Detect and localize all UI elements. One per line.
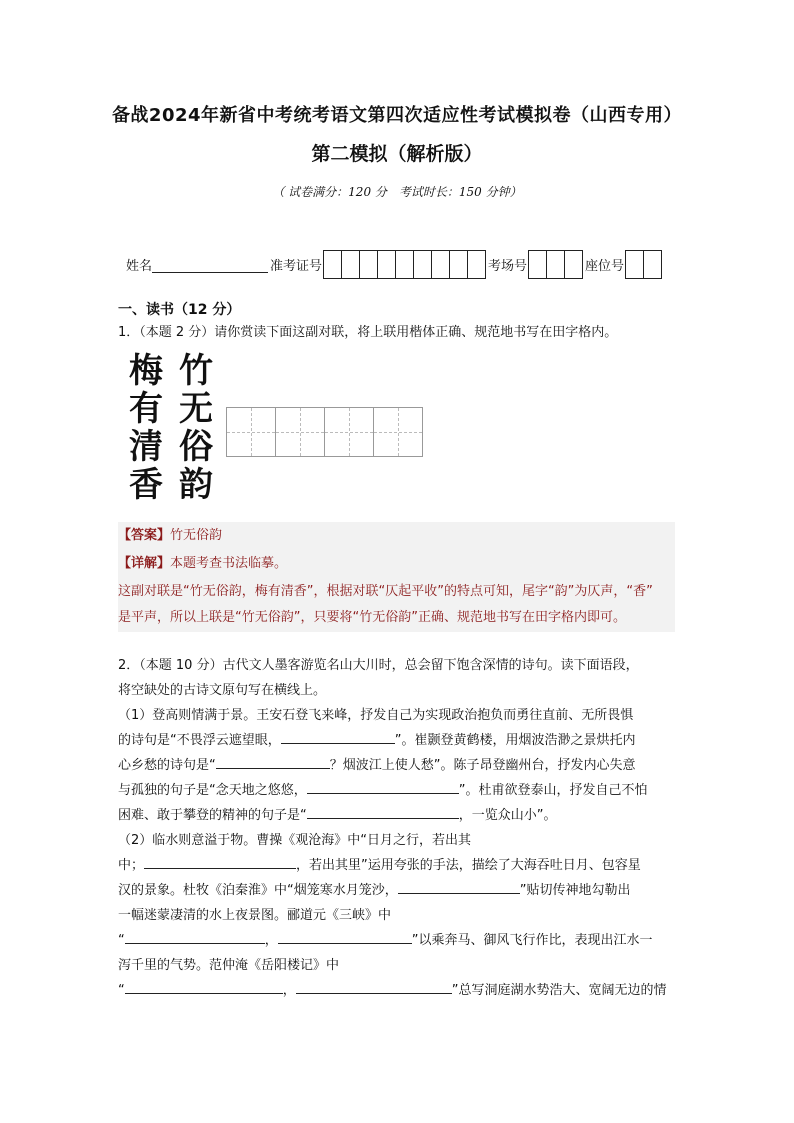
answer-blank[interactable]: [125, 929, 265, 944]
tianzige-grid[interactable]: [227, 407, 423, 457]
couplet-right-column: 竹 无 俗 韵: [179, 351, 213, 505]
exam-id-boxes[interactable]: [324, 250, 486, 279]
answer-blank[interactable]: [216, 754, 330, 769]
answer-blank[interactable]: [125, 979, 283, 994]
explain-line-1: 这副对联是“竹无俗韵，梅有清香”，根据对联“仄起平收”的特点可知，尾字“韵”为仄声，“香”: [118, 584, 653, 599]
answer-line: 【答案】竹无俗韵: [118, 528, 223, 543]
exam-subtitle: 第二模拟（解析版）: [311, 143, 483, 165]
couplet-calligraphy: [124, 352, 220, 512]
answer-blank[interactable]: [144, 854, 296, 869]
tianzige-cell[interactable]: [275, 407, 325, 457]
exam-id-label: 准考证号: [270, 258, 323, 274]
room-boxes[interactable]: [529, 250, 583, 279]
name-label: 姓名: [126, 258, 153, 274]
answer-blank[interactable]: [278, 929, 412, 944]
tianzige-cell[interactable]: [373, 407, 423, 457]
room-label: 考场号: [488, 258, 528, 274]
exam-title: 备战2024年新省中考统考语文第四次适应性考试模拟卷（山西专用）: [111, 105, 683, 126]
explain-line-2: 是平声，所以上联是“竹无俗韵”，只要将“竹无俗韵”正确、规范地书写在田字格内即可。: [118, 610, 626, 625]
detail-line: 【详解】本题考查书法临摹。: [118, 556, 288, 571]
answer-panel: [118, 522, 675, 632]
name-field[interactable]: [152, 256, 268, 273]
seat-label: 座位号: [585, 258, 625, 274]
seat-boxes[interactable]: [626, 250, 662, 279]
answer-blank[interactable]: [296, 979, 452, 994]
answer-blank[interactable]: [398, 879, 520, 894]
section-heading: 一、读书（12 分）: [118, 302, 241, 318]
answer-blank[interactable]: [307, 804, 459, 819]
couplet-left-column: 梅 有 清 香: [129, 351, 163, 505]
tianzige-cell[interactable]: [324, 407, 374, 457]
answer-blank[interactable]: [281, 729, 395, 744]
tianzige-cell[interactable]: [226, 407, 276, 457]
question-2: 2．（本题 10 分）古代文人墨客游览名山大川时，总会留下饱含深情的诗句。读下面语段， 将空缺处的古诗文原句写在横线上。 （1）登高则情满于景。王安石登飞来峰，抒发自己为实现政治抱负而勇往直前、无所畏惧 的诗句是“不畏浮云遮望眼， ”。崔颢登黄鹤楼，用烟波浩渺之景烘托内 心乡愁的诗句是“ ？烟波江上使人愁”。陈子昂登幽州台，抒发内心失意 与孤独的句子是“念天地之悠悠， ”。杜甫欲登泰山，抒发自己不怕 困难、敢于攀登的精神的句子是“ ，一览众山小”。 （2）临水则意溢于物。曹操《观沧海》中“日月之行，若出其 中； ，若出其里”运用夸张的手法，描绘了大海吞吐日月、包容星 汉的景象。杜牧《泊秦淮》中“烟笼寒水月笼沙， ”贴切传神地勾勒出 一幅迷蒙凄清的水上夜景图。郦道元《三峡》中 “ ， ”以乘奔马、御风飞行作比，表现出江水一 泻千里的气势。范仲淹《岳阳楼记》中 “ ， ”总写洞庭湖水势浩大、宽阔无边的情: [118, 658, 667, 998]
exam-meta: （ 试卷满分：120 分 考试时长：150 分钟）: [272, 185, 522, 199]
answer-blank[interactable]: [307, 779, 459, 794]
question-1-prompt: 1．（本题 2 分）请你赏读下面这副对联，将上联用楷体正确、规范地书写在田字格内。: [118, 325, 618, 340]
candidate-info-row: [126, 248, 664, 280]
